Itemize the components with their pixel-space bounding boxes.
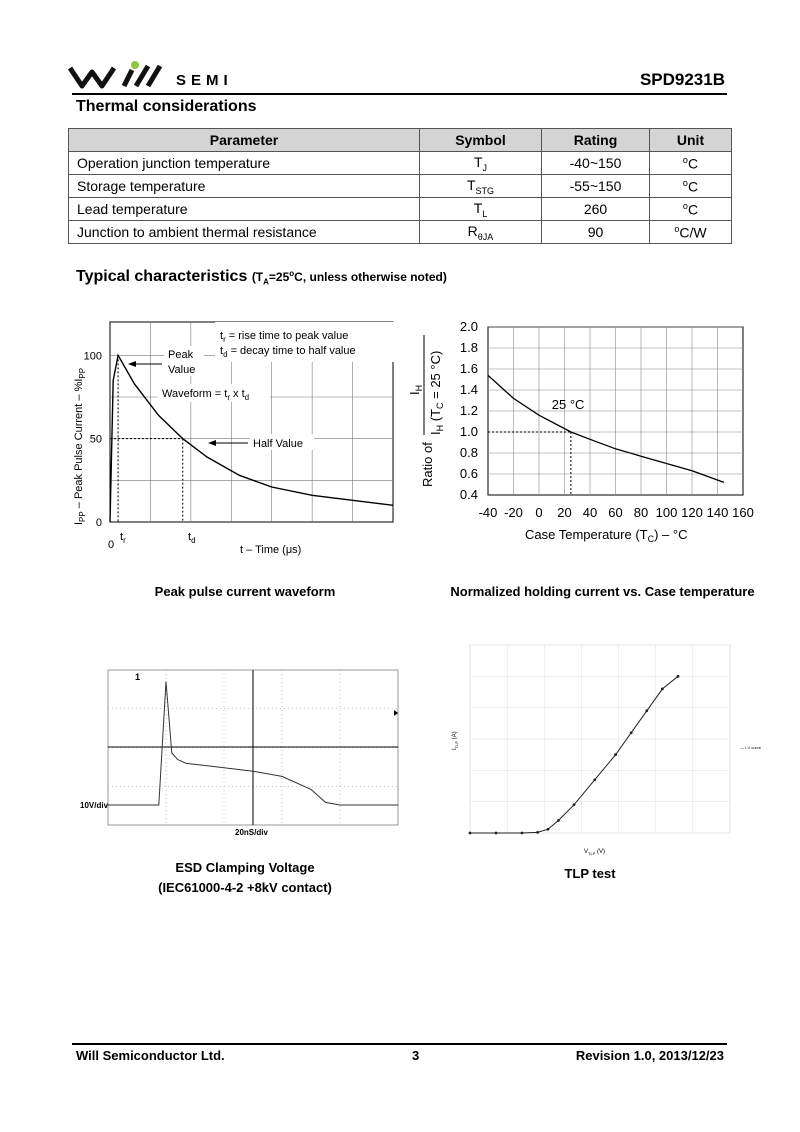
col-header-unit: Unit	[650, 129, 732, 152]
x-tick-label: 80	[633, 505, 649, 520]
y-tick-label: 1.6	[459, 361, 478, 376]
data-point	[677, 675, 680, 678]
chart1-caption: Peak pulse current waveform	[154, 584, 336, 599]
data-point	[573, 803, 576, 806]
cell-parameter: Operation junction temperature	[69, 152, 420, 175]
x-tick-tr: $t_r$	[120, 531, 126, 545]
peak-value-label-1: Peak	[168, 349, 194, 361]
x-tick-label: -40	[478, 505, 498, 520]
x-tick-label: 40	[582, 505, 598, 520]
data-point	[645, 709, 648, 712]
brand-text: SEMI	[176, 72, 233, 89]
cell-rating: -55~150	[542, 175, 650, 198]
y-tick-label: 0.6	[459, 466, 478, 481]
footer-rule	[72, 1043, 727, 1045]
col-header-rating: Rating	[542, 129, 650, 152]
data-point	[557, 819, 560, 822]
cell-parameter: Junction to ambient thermal resistance	[69, 221, 420, 244]
chart2-caption: Normalized holding current vs. Case temperature	[450, 584, 755, 599]
x-tick-label: 160	[732, 505, 754, 520]
y-tick-label: 1.0	[459, 424, 478, 439]
y-axis-label: $I_{PP}$ – Peak Pulse Current – $\%I_{PP}$	[73, 367, 87, 525]
x-tick-label: 20	[557, 505, 572, 520]
y-tick-label: 50	[89, 433, 102, 446]
company-logo	[68, 60, 258, 90]
x-tick-0: 0	[108, 539, 115, 551]
y-tick-label: 1.2	[459, 403, 478, 418]
col-header-symbol: Symbol	[420, 129, 542, 152]
y-tick-label: 0.4	[459, 487, 478, 502]
y-tick-label: 1.4	[459, 382, 478, 397]
col-header-parameter: Parameter	[69, 129, 420, 152]
peak-pulse-chart	[60, 310, 400, 570]
waveform-label: Waveform = $t_r$ x $t_d$	[162, 388, 250, 402]
y-label-denominator: $I_H$ ($T_C = 25$ °C)	[428, 350, 445, 435]
peak-value-label-2: Value	[168, 364, 196, 376]
trigger-marker: 1	[135, 672, 141, 682]
cell-symbol: $T_J$	[420, 152, 542, 175]
x-tick-label: 0	[535, 505, 543, 520]
y-axis-label: $I_{TLP}$ (A)	[452, 731, 459, 750]
ref-point-label: 25 °C	[551, 396, 585, 412]
header-rule	[72, 93, 727, 95]
footer-company: Will Semiconductor Ltd.	[76, 1048, 225, 1063]
holding-current-chart	[407, 315, 770, 550]
chart3-caption-2: (IEC61000-4-2 +8kV contact)	[158, 880, 332, 895]
cell-symbol: $T_{STG}$	[420, 175, 542, 198]
cell-rating: 260	[542, 198, 650, 221]
chart3-caption-1: ESD Clamping Voltage	[175, 860, 315, 875]
cell-symbol: $R_{\theta JA}$	[420, 221, 542, 244]
cell-rating: 90	[542, 221, 650, 244]
thermal-heading: Thermal considerations	[76, 98, 257, 115]
cell-rating: -40~150	[542, 152, 650, 175]
data-point	[536, 831, 539, 834]
data-point	[593, 778, 596, 781]
x-tick-label: 100	[655, 505, 678, 520]
x-tick-label: 120	[681, 505, 703, 520]
y-label-numerator: $I_H$	[407, 384, 424, 395]
holding-current-curve	[488, 375, 724, 482]
tlp-chart	[440, 635, 770, 860]
x-scale-label: 20nS/div	[235, 828, 268, 837]
x-tick-label: -20	[504, 505, 523, 520]
document-number: SPD9231B	[639, 70, 725, 89]
y-tick-label: 0	[95, 517, 102, 529]
footer-page-number: 3	[412, 1048, 420, 1063]
cell-unit: $^o$C	[650, 175, 732, 198]
data-point	[469, 832, 472, 835]
y-label-ratio: Ratio of	[420, 442, 435, 487]
data-point	[630, 731, 633, 734]
esd-clamping-chart	[60, 660, 405, 845]
data-point	[614, 753, 617, 756]
footer-revision: Revision 1.0, 2013/12/23	[575, 1048, 724, 1063]
iv-curve	[470, 676, 678, 833]
cell-unit: $^o$C/W	[650, 221, 732, 244]
x-tick-label: 140	[706, 505, 729, 520]
data-point	[521, 832, 524, 835]
data-point	[495, 832, 498, 835]
y-tick-label: 100	[83, 350, 102, 363]
y-tick-label: 1.8	[459, 340, 478, 355]
chart4-caption: TLP test	[564, 866, 616, 881]
table-row	[69, 152, 732, 175]
x-axis-label: Case Temperature $(T_C) - ^\circ C$	[525, 527, 688, 544]
y-tick-label: 2.0	[459, 319, 478, 334]
typical-heading: Typical characteristics ($T_A=25^oC$, unless otherwise noted)	[76, 268, 447, 287]
table-row	[69, 175, 732, 198]
cell-parameter: Lead temperature	[69, 198, 420, 221]
legend-rise-time: $t_r$ = rise time to peak value	[220, 330, 349, 344]
cell-unit: $^o$C	[650, 152, 732, 175]
data-point	[661, 687, 664, 690]
y-tick-label: 0.8	[459, 445, 478, 460]
x-axis-label: $V_{TLP}$ (V)	[584, 849, 606, 856]
cell-parameter: Storage temperature	[69, 175, 420, 198]
x-tick-label: 60	[608, 505, 623, 520]
x-tick-td: $t_d$	[188, 531, 196, 545]
cell-unit: $^o$C	[650, 198, 732, 221]
cell-symbol: $T_L$	[420, 198, 542, 221]
table-row	[69, 221, 732, 244]
table-header-row	[69, 129, 732, 152]
y-scale-label: 10V/div	[80, 801, 109, 810]
table-row	[69, 198, 732, 221]
thermal-table	[68, 128, 732, 244]
x-axis-label: t – Time (μs)	[240, 544, 302, 556]
legend-decay-time: $t_d$ = decay time to half value	[220, 345, 356, 359]
half-value-label: Half Value	[253, 438, 303, 450]
data-point	[547, 828, 550, 831]
legend-entry: — I-V curve	[740, 745, 762, 750]
